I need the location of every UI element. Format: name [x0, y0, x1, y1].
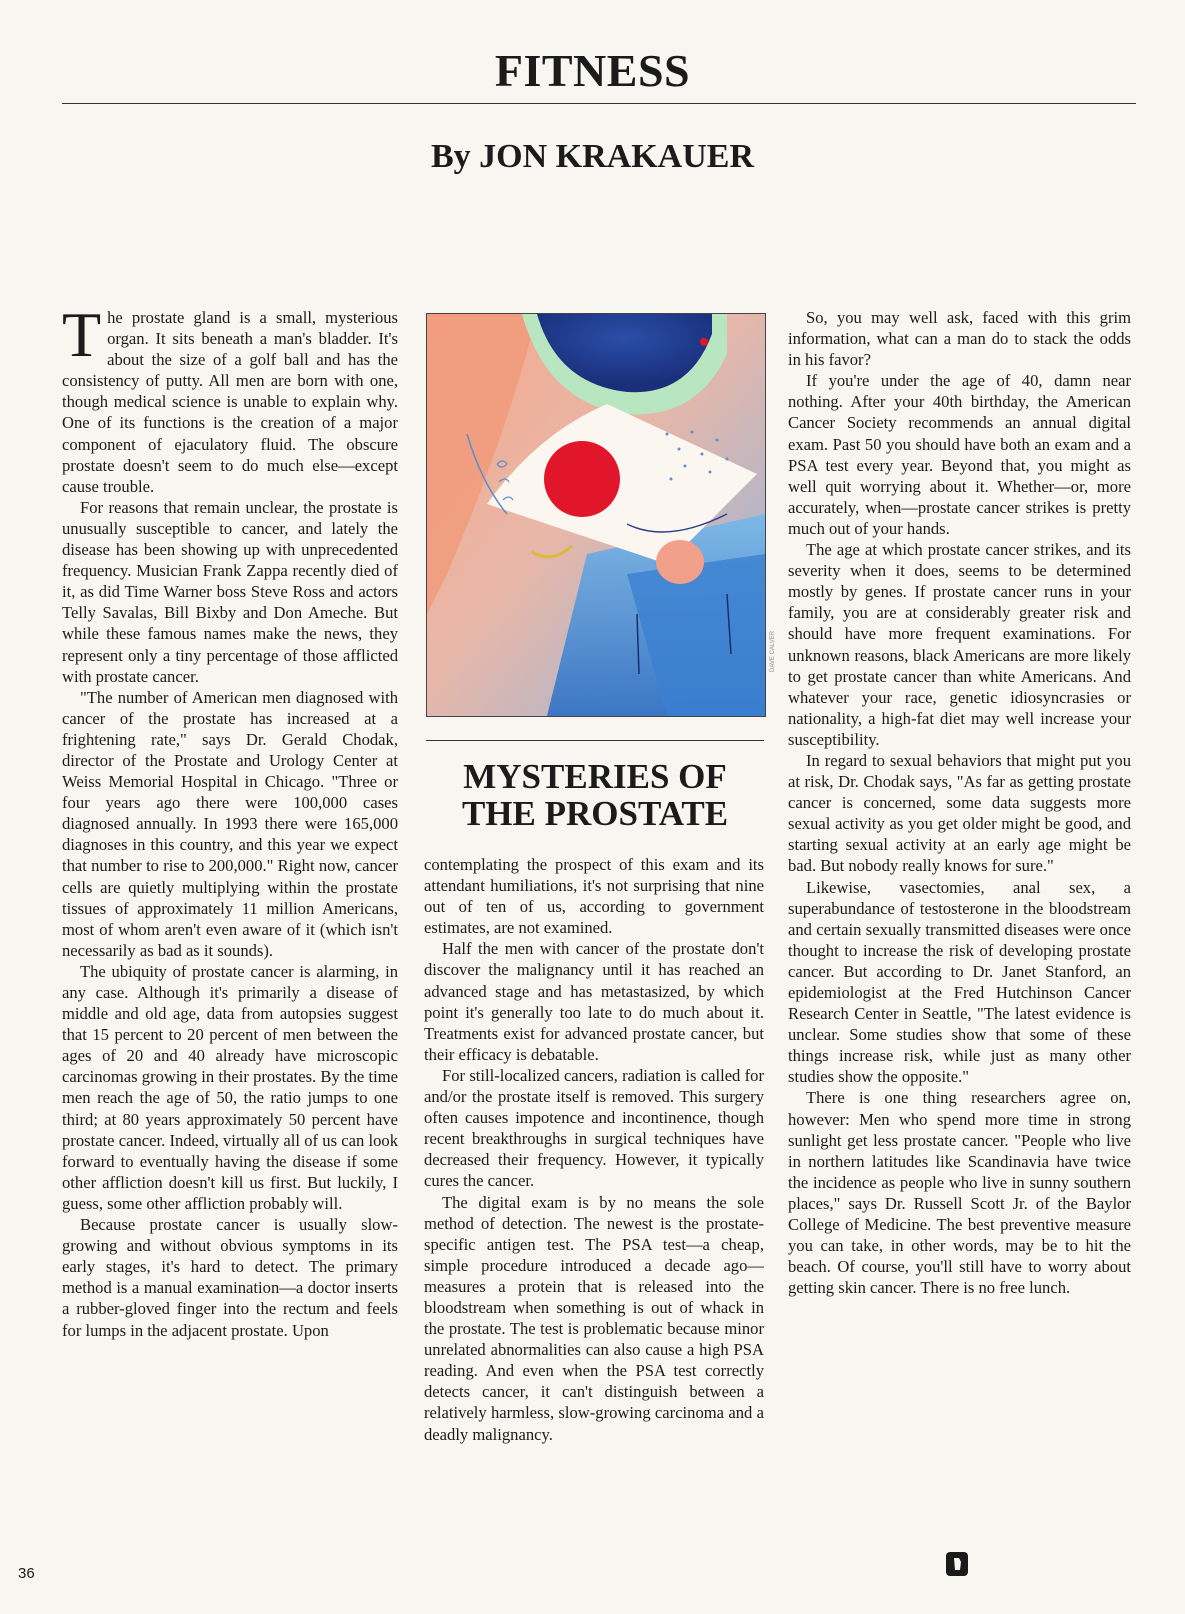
- header-rule: [62, 103, 1136, 104]
- page-number: 36: [18, 1565, 35, 1582]
- paragraph: If you're under the age of 40, damn near nothing. After your 40th birthday, the American Cancer Society recommends an annual digital exam. Past 50 you should have both an exam and a PSA test every year. Beyond that, you might as well quit worrying about it. Whether—or, more accurately, when—prostate cancer strikes is pretty much out of your hands.: [788, 371, 1131, 538]
- section-title: FITNESS: [494, 45, 691, 96]
- article-headline: MYSTERIES OF THE PROSTATE: [461, 757, 729, 833]
- paragraph: So, you may well ask, faced with this grim information, what can a man do to stack the odds in his favor?: [788, 308, 1131, 370]
- paragraph-text: he prostate gland is a small, mysterious organ. It sits beneath a man's bladder. It's about the size of a golf ball and has the consistency of putty. All men are born with one, though medical science is unable to explain why. One of its functions is the creation of a major component of ejaculatory fluid. The obscure prostate doesn't seem to do much else—except cause trouble.: [62, 308, 398, 496]
- paragraph: The ubiquity of prostate cancer is alarming, in any case. Although it's primarily a disease of middle and old age, data from autopsies suggest that 15 percent to 20 percent of men between the ages of 20 and 40 already have microscopic carcinomas growing in their prostates. By the time men reach the age of 50, the ratio jumps to one third; at 80 years approximately 50 percent have prostate cancer. Indeed, virtually all of us can look forward to eventually having the disease if some other affliction doesn't kill us first. But luckily, I guess, some other affliction probably will.: [62, 961, 398, 1213]
- paragraph: [62, 299, 398, 497]
- paragraph: There is one thing researchers agree on, however: Men who spend more time in strong sunlight get less prostate cancer. "People who live in northern latitudes like Scandinavia have twice the incidence as people who live in sunny southern places," says Dr. Russell Scott Jr. of the Baylor College of Medicine. The best preventive measure you can take, in other words, may be to hit the beach. Of course, you'll still have to worry about getting skin cancer. There is no free lunch.: [788, 1088, 1131, 1298]
- paragraph: The age at which prostate cancer strikes, and its severity when it does, seems to be determined mostly by genes. If prostate cancer runs in your family, you are at considerably greater risk and should have more frequent examinations. For unknown reasons, black Americans are more likely to get prostate cancer than white Americans. And whatever your race, genetic idiosyncrasies or nationality, a high-fat diet may well increase your susceptibility.: [788, 540, 1131, 749]
- paragraph: For still-localized cancers, radiation is called for and/or the prostate itself is removed. This surgery often causes impotence and incontinence, though recent breakthroughs in surgical techniques have decreased their frequency. However, it typically cures the cancer.: [424, 1065, 764, 1191]
- article-column-3: [788, 307, 1131, 1298]
- abstract-illustration-art: [427, 314, 765, 716]
- paragraph: For reasons that remain unclear, the prostate is unusually susceptible to cancer, and lately the disease has been showing up with unprecedented frequency. Musician Frank Zappa recently died of it, as did Time Warner boss Steve Ross and actors Telly Savalas, Bill Bixby and Don Ameche. But while these famous names make the news, they represent only a tiny percentage of those afflicted with prostate cancer.: [62, 497, 398, 686]
- headline-rule: [426, 740, 764, 741]
- drop-cap: T: [62, 299, 102, 370]
- paragraph: "The number of American men diagnosed with cancer of the prostate has increased at a frightening rate," says Dr. Gerald Chodak, director of the Prostate and Urology Center at Weiss Memorial Hospital in Chicago. "Three or four years ago there were 100,000 cases diagnosed annually. In 1993 there were 165,000 diagnoses in this country, and this year we expect that number to rise to 200,000." Right now, cancer cells are quietly multiplying within the prostate tissues of approximately 11 million Americans, most of whom aren't even aware of it (which isn't necessarily as bad as it sounds).: [62, 687, 398, 960]
- paragraph: Because prostate cancer is usually slow-growing and without obvious symptoms in its early stages, it's hard to detect. The primary method is a manual examination—a doctor inserts a rubber-gloved finger into the rectum and feels for lumps in the adjacent prostate. Upon: [62, 1215, 398, 1340]
- paragraph: The digital exam is by no means the sole method of detection. The newest is the prostate-specific antigen test. The PSA test—a cheap, simple procedure introduced a decade ago—measures a protein that is released into the bloodstream when something is out of whack in the prostate. The test is problematic because minor unrelated abnormalities can also cause a high PSA reading. And even when the PSA test correctly detects cancer, it can't distinguish between a relatively harmless, slow-growing carcinoma and a deadly malignancy.: [424, 1192, 764, 1444]
- paragraph: contemplating the prospect of this exam and its attendant humiliations, it's not surprising that nine out of ten of us, according to government estimates, are not examined.: [424, 855, 764, 938]
- byline: By JON KRAKAUER: [430, 138, 755, 175]
- article-column-2: [424, 854, 764, 1445]
- paragraph: In regard to sexual behaviors that might put you at risk, Dr. Chodak says, "As far as getting prostate cancer is concerned, some data suggests more sexual activity as you get older might be good, and starting sexual activity at an early age might be bad. But nobody really knows for sure.": [788, 750, 1131, 876]
- paragraph: Half the men with cancer of the prostate don't discover the malignancy until it has reached an advanced stage and has metastasized, by which point it's generally too late to do much about it. Treatments exist for advanced prostate cancer, but their efficacy is debatable.: [424, 939, 764, 1064]
- photo-credit: DAVE CALVER: [770, 630, 776, 672]
- article-column-1: [62, 299, 398, 1341]
- article-illustration: [426, 313, 766, 717]
- paragraph: Likewise, vasectomies, anal sex, a superabundance of testosterone in the bloodstream and certain sexually transmitted diseases were once thought to increase the risk of developing prostate cancer. But according to Dr. Janet Stanford, an epidemiologist at the Fred Hutchinson Cancer Research Center in Seattle, "The latest evidence is unclear. Some studies show that some of these things increase risk, while just as many other studies show the opposite.": [788, 877, 1131, 1087]
- end-mark-icon: [946, 1552, 968, 1576]
